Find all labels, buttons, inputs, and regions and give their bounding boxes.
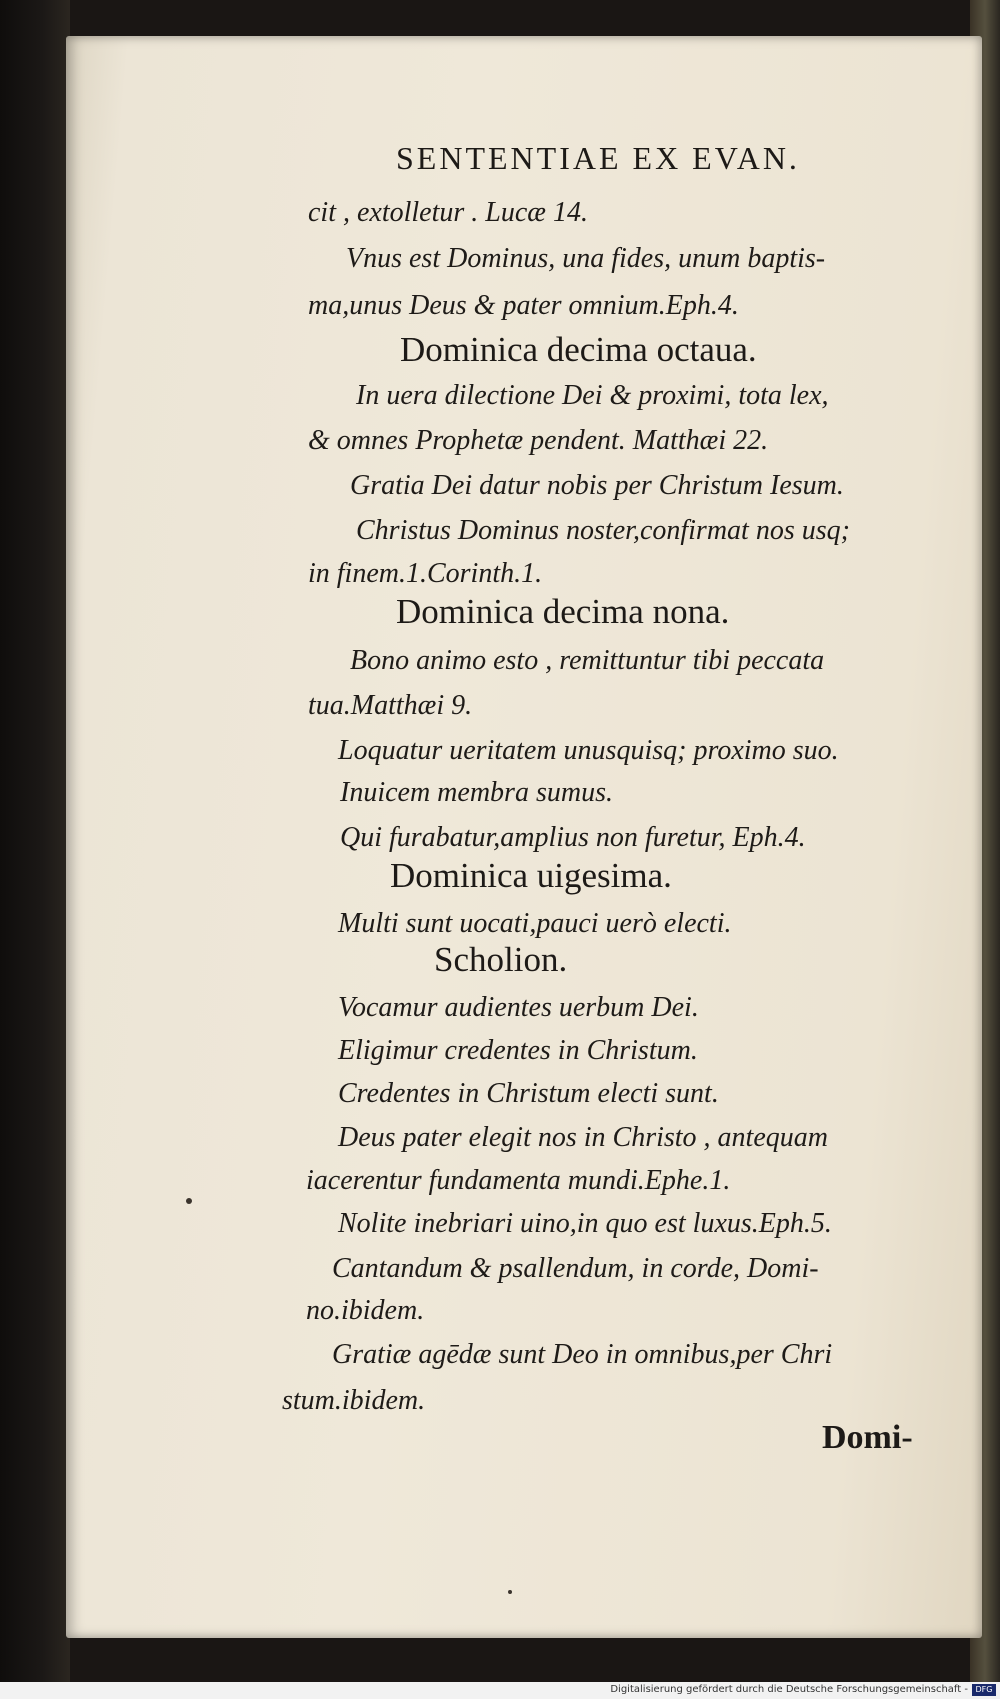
section-heading: Dominica uigesima. [390, 856, 672, 895]
text-line: Inuicem membra sumus. [340, 777, 613, 808]
text-line: Deus pater elegit nos in Christo , antequam [338, 1122, 828, 1153]
text-line: Gratiæ agēdæ sunt Deo in omnibus,per Chri [332, 1339, 833, 1370]
text-line: Nolite inebriari uino,in quo est luxus.Eph.5. [338, 1208, 832, 1239]
text-line: tua.Matthæi 9. [308, 690, 473, 721]
text-line: Qui furabatur,amplius non furetur, Eph.4. [340, 822, 806, 853]
dfg-logo: DFG [972, 1684, 996, 1696]
text-line: stum.ibidem. [282, 1385, 426, 1416]
running-header: SENTENTIAE EX EVAN. [396, 140, 800, 176]
text-line: cit , extolletur . Lucæ 14. [308, 197, 588, 228]
text-line: Cantandum & psallendum, in corde, Domi- [332, 1253, 819, 1284]
text-line: Multi sunt uocati,pauci uerò electi. [338, 908, 732, 939]
ink-speck [186, 1198, 192, 1204]
text-line: Eligimur credentes in Christum. [338, 1035, 698, 1066]
text-line: Vocamur audientes uerbum Dei. [338, 992, 699, 1023]
section-heading: Dominica decima octaua. [400, 330, 757, 369]
text-line: Vnus est Dominus, una fides, unum baptis- [346, 243, 826, 274]
text-line: ma,unus Deus & pater omnium.Eph.4. [308, 290, 739, 321]
catchword: Domi- [822, 1419, 913, 1456]
text-line: Gratia Dei datur nobis per Christum Iesum. [350, 470, 844, 501]
text-line: In uera dilectione Dei & proximi, tota lex, [356, 380, 829, 411]
text-line: no.ibidem. [306, 1295, 425, 1326]
text-line: Loquatur ueritatem unusquisq; proximo suo. [338, 735, 839, 766]
digitization-footer [0, 1682, 1000, 1699]
text-line: Christus Dominus noster,confirmat nos usq; [356, 515, 850, 546]
text-line: Bono animo esto , remittuntur tibi peccata [350, 645, 825, 676]
scan-background-left [0, 0, 70, 1699]
text-line: Credentes in Christum electi sunt. [338, 1078, 719, 1109]
ink-speck [508, 1590, 512, 1594]
text-line: iacerentur fundamenta mundi.Ephe.1. [306, 1165, 731, 1196]
text-line: in finem.1.Corinth.1. [308, 558, 543, 589]
text-line: & omnes Prophetæ pendent. Matthæi 22. [308, 425, 769, 456]
section-heading: Scholion. [434, 940, 568, 979]
footer-credit: Digitalisierung gefördert durch die Deutsche Forschungsgemeinschaft - [610, 1684, 968, 1695]
section-heading: Dominica decima nona. [396, 592, 730, 631]
